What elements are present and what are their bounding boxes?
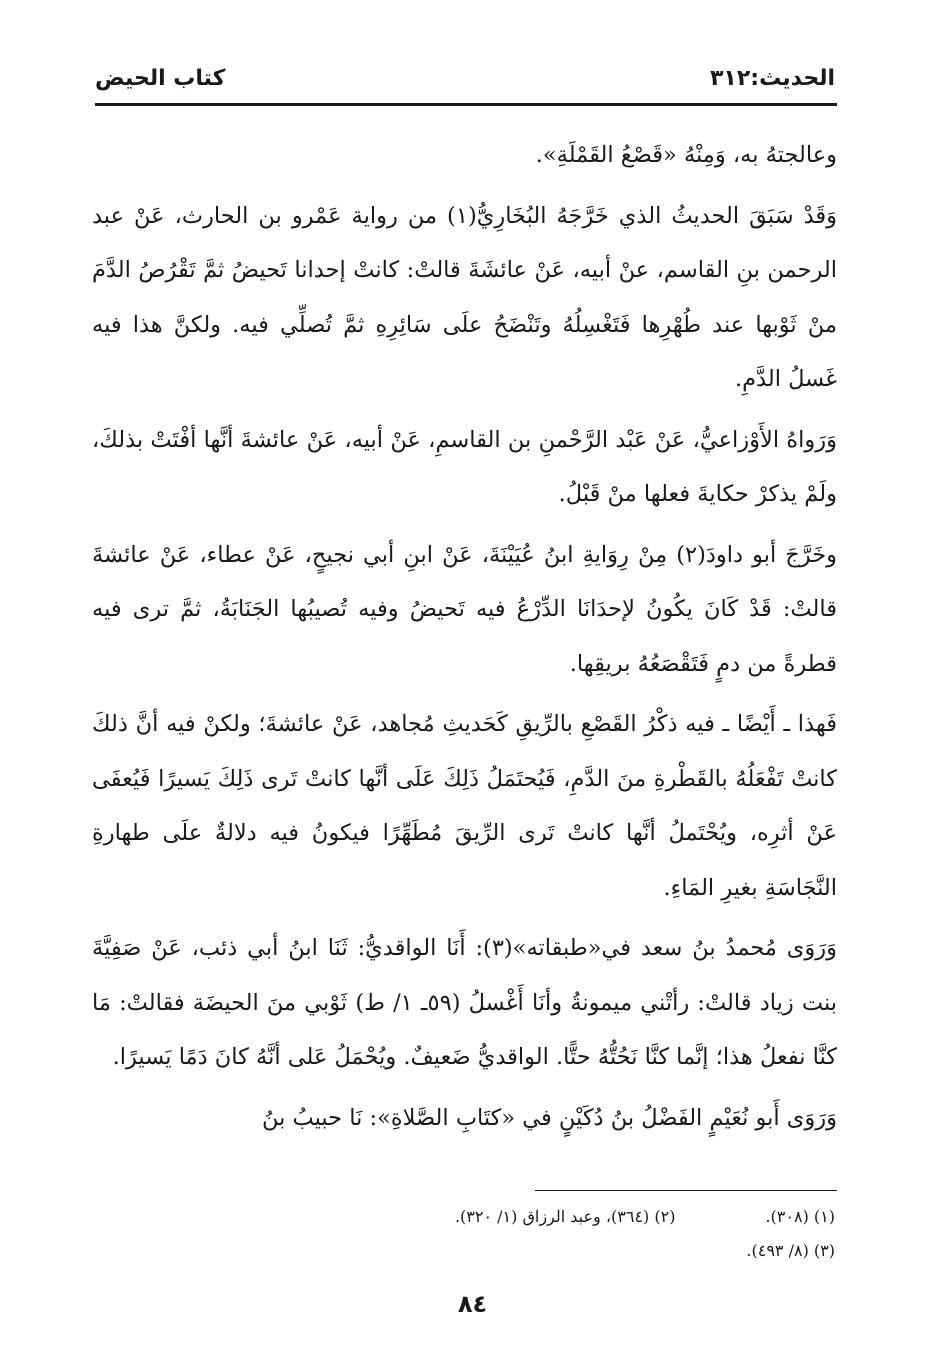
- footnote-line: [95, 1200, 835, 1234]
- paragraph-3: وَرَواهُ الأَوْزاعيُّ، عَنْ عَبْد الرَّحْمنِ بن القاسمِ، عَنْ أبيه، عَنْ عائشةَ أنَّها أفْتَتْ بذلكَ، ولَمْ يذكرْ حكايةَ فعلها منْ قَبْلُ.: [92, 426, 837, 507]
- footnote-2: (٢) (٣٦٤)، وعبد الرزاق (١/ ٣٢٠).: [454, 1207, 676, 1226]
- hadith-number: الحديث:٣١٢: [709, 66, 835, 91]
- page-number: ٨٤: [457, 1290, 488, 1318]
- page-header: [95, 66, 835, 91]
- paragraph-6: وَرَوَى مُحمدُ بنُ سعد في«طبقاته»(٣): أَنَا الواقديُّ: ثَنَا ابنُ أبي ذئب، عَنْ صَفِيَّةَ بنت زياد قالتْ: رأتْني ميمونةُ وأنَا أَغْسلُ (٥٩ـ ١/ ط) ثَوْبي منَ الحيضَة فقالتْ: مَا كنَّا نفعلُ هذا؛ إنَّما كنَّا نَحُتُّهُ حتًّا. الواقديُّ ضَعيفٌ. ويُحْمَلُ عَلى أنَّهُ كانَ دَمًا يَسيرًا.: [92, 935, 838, 1070]
- footnote-rule: [535, 1190, 837, 1191]
- header-rule: [95, 103, 837, 106]
- paragraph-1: وعالجتهُ به، وَمِنْهُ «قَصْعُ القَمْلَةِ».: [535, 142, 837, 168]
- paragraph-7: وَرَوَى أَبو نُعَيْمٍ الفَضْلُ بنُ دُكَيْنٍ في «كتَابِ الصَّلاةِ»: نَا حبيبُ بنُ: [261, 1104, 837, 1131]
- body-text: [92, 128, 837, 1145]
- paragraph-2: وَقَدْ سَبَقَ الحديثُ الذي خَرَّجَهُ البُخَارِيُّ(١) من رواية عَمْرو بن الحارث، عَنْ عبد الرحمن بنِ القاسم، عنْ أبيه، عَنْ عائشَةَ قالتْ: كانتْ إحدانا تَحيضُ ثمَّ تَقْرُصُ الدَّمَ منْ ثَوْبها عند طُهْرِها فَتَغْسِلُهُ وتَنْضَحُ علَى سَائِرِهِ ثمَّ تُصلِّي فيه. ولكنَّ هذا فيه غَسلُ الدَّمِ.: [92, 202, 837, 392]
- footnote-1: (١) (٣٠٨).: [765, 1207, 835, 1226]
- chapter-title: كتاب الحيض: [95, 66, 226, 91]
- paragraph-4: وخَرَّجَ أبو داودَ(٢) مِنْ رِوَايةِ ابنُ عُيَيْنَةَ، عَنْ ابنِ أبي نجيحٍ، عَنْ عطاء، عَنْ عائشةَ قالتْ: قَدْ كَانَ يكُونُ لإحدَانَا الدِّرْعُ فيه تَحيضُ وفيه تُصيبُها الجَنَابَةُ، ثمَّ ترى فيه قطرةً من دمٍ فَتَقْصَعُهُ بريقِها.: [92, 541, 837, 677]
- paragraph-5: فَهذا ـ أَيْضًا ـ فيه ذكْرُ القَصْعِ بالرِّيقِ كَحَديثِ مُجاهد، عَنْ عائشةَ؛ ولكنْ فيه أنَّ ذلكَ كانتْ تَفْعَلُهُ بالقَطْرةِ منَ الدَّمِ، فَيُحتَمَلُ ذَلِكَ عَلَى أنَّها كانتْ تَرى ذَلِكَ يَسيرًا فَيُعفَى عَنْ أثرِه، ويُحْتَملُ أنَّها كانتْ تَرى الرِّيقَ مُطَهِّرًا فيكونُ فيه دلالةٌ علَى طهارةِ النَّجَاسَةِ بغيرِ المَاءِ.: [92, 711, 837, 901]
- footnote-3: (٣) (٨/ ٤٩٣).: [746, 1241, 835, 1260]
- footnote-line: [95, 1234, 835, 1268]
- footnotes: [95, 1200, 835, 1268]
